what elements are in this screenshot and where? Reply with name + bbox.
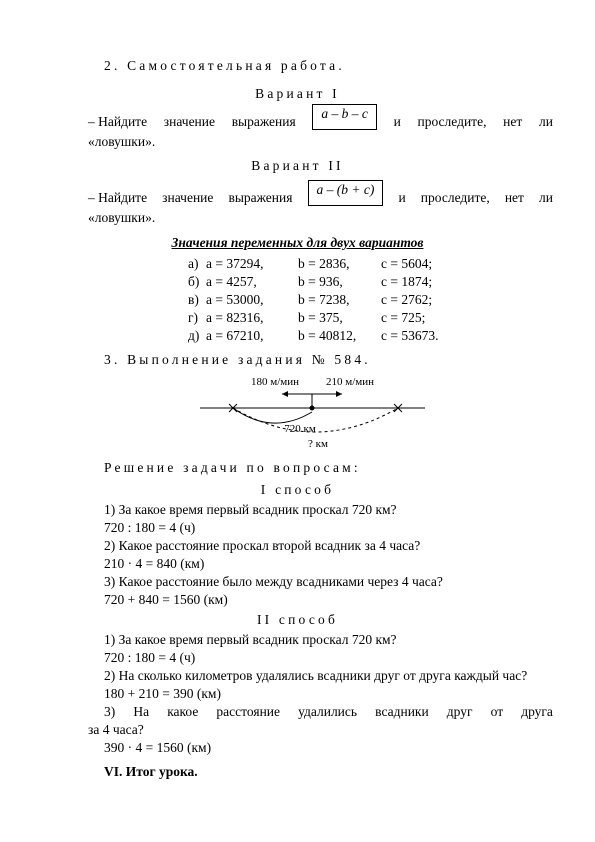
value-a: a = 4257, <box>206 274 257 289</box>
values-label: д) <box>188 328 200 343</box>
q3-word: На <box>133 704 150 719</box>
values-label: г) <box>188 310 199 325</box>
method-1-line: 210 · 4 = 840 (км) <box>104 556 205 571</box>
variant-2-task-line <box>88 182 553 206</box>
arrow-right-head <box>336 391 342 397</box>
method-1-title: I способ <box>260 482 335 497</box>
q3-word: 3) <box>104 704 116 719</box>
method-2-line: 720 : 180 = 4 (ч) <box>104 650 196 665</box>
task-word: проследите, <box>420 190 490 205</box>
value-b: b = 7238, <box>298 292 350 307</box>
method-1-line: 2) Какое расстояние проскал второй всадник за 4 часа? <box>104 538 421 553</box>
distance-label: 720 км <box>284 423 316 435</box>
q3-word: всадники <box>375 704 429 719</box>
task-word: значение <box>162 190 214 205</box>
q3-word: какое <box>167 704 199 719</box>
value-c: c = 2762; <box>381 292 433 307</box>
method-1-line: 720 : 180 = 4 (ч) <box>104 520 196 535</box>
section-3-title: 3. Выполнение задания № 584. <box>104 352 371 367</box>
value-c: c = 5604; <box>381 256 433 271</box>
method-2-line: 180 + 210 = 390 (км) <box>104 686 221 701</box>
expression-box: a – b – c <box>312 104 377 130</box>
value-c: c = 53673. <box>381 328 439 343</box>
task-word: ли <box>539 190 553 205</box>
variant-1-title: Вариант I <box>255 86 340 101</box>
task-word: нет <box>503 114 523 129</box>
value-a: a = 82316, <box>206 310 264 325</box>
value-a: a = 67210, <box>206 328 264 343</box>
task-word: выражения <box>231 114 296 129</box>
arrow-left-head <box>282 391 288 397</box>
value-b: b = 2836, <box>298 256 350 271</box>
values-label: а) <box>188 256 199 271</box>
q3-word: удалились <box>298 704 358 719</box>
expression-box: a – (b + c) <box>308 180 384 206</box>
method-2-question-3 <box>104 704 553 720</box>
task-word: и <box>398 190 406 205</box>
task-word: ли <box>538 114 553 129</box>
speed-right-label: 210 м/мин <box>325 376 375 388</box>
task-word: проследите, <box>417 114 487 129</box>
value-b: b = 40812, <box>298 328 357 343</box>
method-1-line: 720 + 840 = 1560 (км) <box>104 592 228 607</box>
method-1-line: 3) Какое расстояние было между всадниками через 4 часа? <box>104 574 443 589</box>
values-label: в) <box>188 292 199 307</box>
task-word: нет <box>504 190 524 205</box>
value-c: c = 1874; <box>381 274 433 289</box>
variant-2-title: Вариант II <box>251 158 344 173</box>
method-2-line: 2) На сколько километров удалялись всадники друг от друга каждый час? <box>104 668 528 683</box>
task-word: значение <box>163 114 215 129</box>
values-label: б) <box>188 274 200 289</box>
variant-2-task-line-2: «ловушки». <box>88 210 156 225</box>
value-b: b = 375, <box>298 310 343 325</box>
method-2-question-3-line-2: за 4 часа? <box>88 722 144 737</box>
speed-left-label: 180 м/мин <box>250 376 300 388</box>
question-label: ? км <box>308 438 328 450</box>
solution-title: Решение задачи по вопросам: <box>104 460 361 475</box>
variant-1-task-line-2: «ловушки». <box>88 134 156 149</box>
q3-word: от <box>490 704 504 719</box>
q3-word: друг <box>446 704 473 719</box>
distance-arc <box>233 408 312 423</box>
method-2-title: II способ <box>256 612 339 627</box>
method-2-line: 1) За какое время первый всадник проскал 720 км? <box>104 632 397 647</box>
section-6-title: VI. Итог урока. <box>104 764 198 779</box>
method-2-answer-3: 390 · 4 = 1560 (км) <box>104 740 212 755</box>
section-2-title: 2. Самостоятельная работа. <box>104 58 345 73</box>
value-c: c = 725; <box>381 310 426 325</box>
value-a: a = 53000, <box>206 292 264 307</box>
value-b: b = 936, <box>298 274 343 289</box>
method-1-line: 1) За какое время первый всадник проскал 720 км? <box>104 502 397 517</box>
variant-1-task-line <box>88 106 553 130</box>
motion-diagram <box>0 370 595 452</box>
q3-word: друга <box>521 704 553 719</box>
q3-word: расстояние <box>216 704 281 719</box>
task-word: – Найдите <box>88 190 148 205</box>
value-a: a = 37294, <box>206 256 264 271</box>
task-word: – Найдите <box>88 114 148 129</box>
task-word: выражения <box>228 190 293 205</box>
task-word: и <box>393 114 401 129</box>
values-caption: Значения переменных для двух вариантов <box>171 235 424 250</box>
